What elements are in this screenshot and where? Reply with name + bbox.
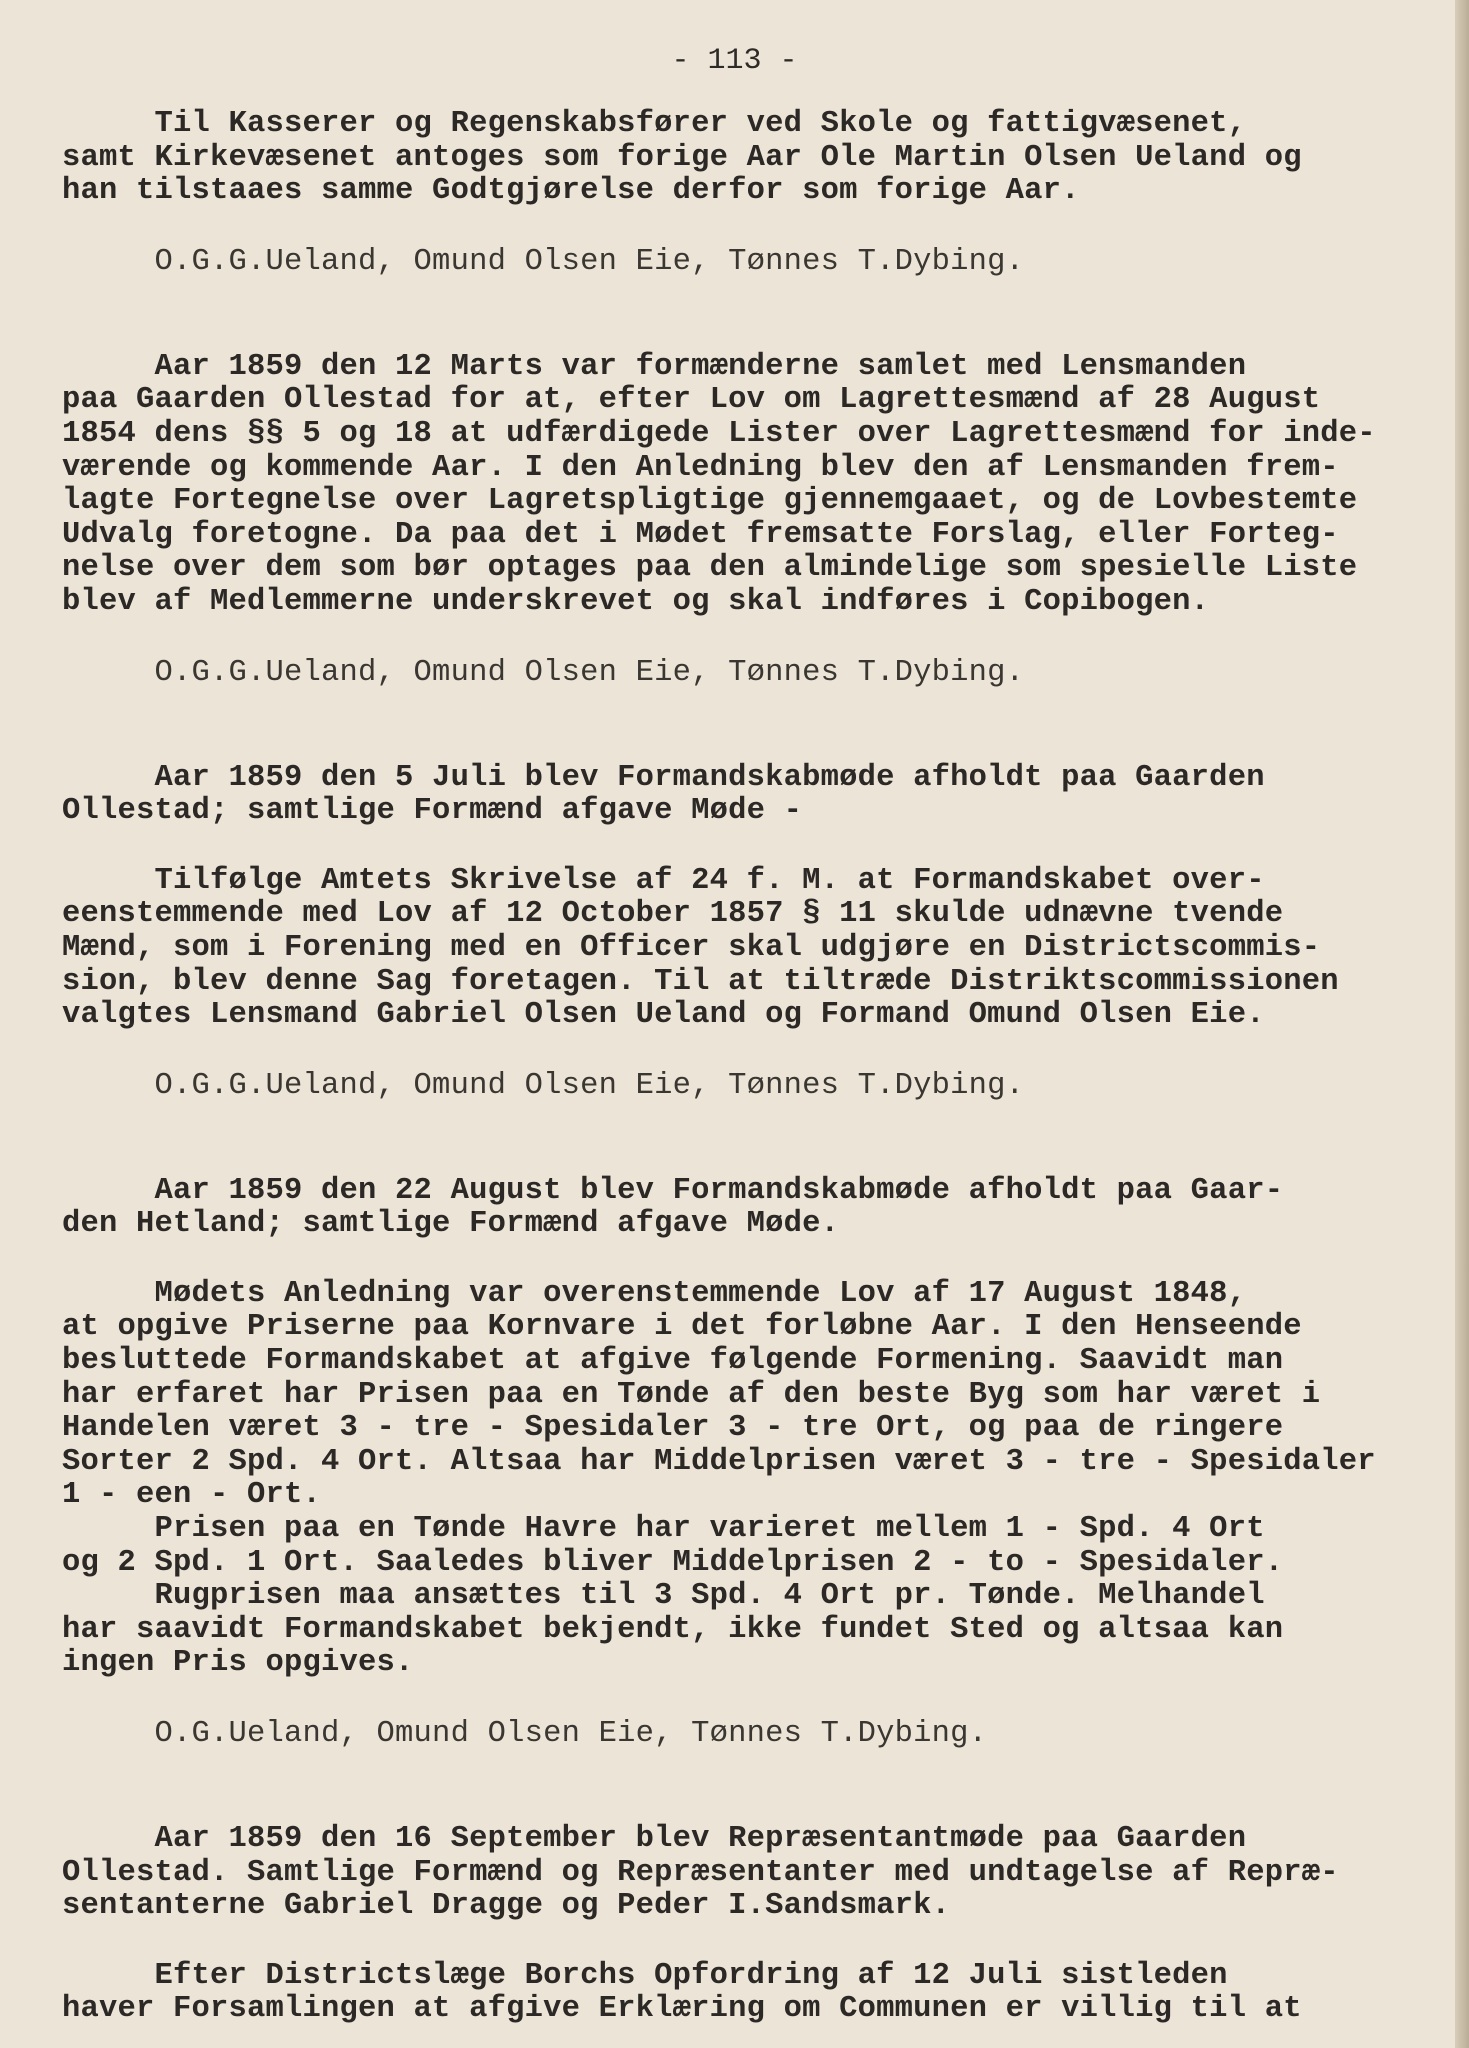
signature-line: O.G.G.Ueland, Omund Olsen Eie, Tønnes T.Dybing. [62, 1068, 1025, 1103]
text-line: 1854 dens §§ 5 og 18 at udfærdigede Lister over Lagrettesmænd for inde- [62, 416, 1376, 451]
text-line: Sorter 2 Spd. 4 Ort. Altsaa har Middelprisen været 3 - tre - Spesidaler [62, 1444, 1376, 1479]
text-line: at opgive Priserne paa Kornvare i det forløbne Aar. I den Henseende [62, 1310, 1302, 1345]
text-line: værende og kommende Aar. I den Anledning blev den af Lensmanden frem- [62, 450, 1339, 485]
text-line: ingen Pris opgives. [62, 1646, 414, 1681]
text-line: den Hetland; samtlige Formænd afgave Møde. [62, 1207, 840, 1242]
text-line: Handelen været 3 - tre - Spesidaler 3 - tre Ort, og paa de ringere [62, 1411, 1284, 1446]
signature-line: O.G.G.Ueland, Omund Olsen Eie, Tønnes T.Dybing. [62, 655, 1025, 690]
text-line: har erfaret har Prisen paa en Tønde af den beste Byg som har været i [62, 1377, 1321, 1412]
document-body [62, 108, 1447, 2027]
text-line: Aar 1859 den 16 September blev Repræsentantmøde paa Gaarden [62, 1822, 1247, 1856]
text-line: 1 - een - Ort. [62, 1478, 322, 1513]
text-line: Aar 1859 den 22 August blev Formandskabmøde afholdt paa Gaar- [62, 1173, 1284, 1208]
text-line: og 2 Spd. 1 Ort. Saaledes bliver Middelprisen 2 - to - Spesidaler. [62, 1545, 1284, 1580]
text-line: han tilstaaes samme Godtgjørelse derfor som forige Aar. [62, 174, 1080, 209]
text-line: Prisen paa en Tønde Havre har varieret mellem 1 - Spd. 4 Ort [62, 1512, 1265, 1547]
text-line: har saavidt Formandskabet bekjendt, ikke fundet Sted og altsaa kan [62, 1612, 1284, 1647]
text-line: lagte Fortegnelse over Lagretspligtige gjennemgaaet, og de Lovbestemte [62, 484, 1358, 519]
text-line: paa Gaarden Ollestad for at, efter Lov om Lagrettesmænd af 28 August [62, 383, 1321, 418]
text-line: Aar 1859 den 12 Marts var formænderne samlet med Lensmanden [62, 349, 1247, 384]
section-cashier-appointment [62, 108, 1447, 279]
text-line: Ollestad; samtlige Formænd afgave Møde - [62, 794, 803, 829]
text-line: Tilfølge Amtets Skrivelse af 24 f. M. at Formandskabet over- [62, 863, 1265, 898]
text-line: Udvalg foretogne. Da paa det i Mødet fremsatte Forslag, eller Forteg- [62, 517, 1339, 552]
signature-line: O.G.G.Ueland, Omund Olsen Eie, Tønnes T.Dybing. [62, 244, 1025, 279]
section-march-meeting [62, 351, 1447, 690]
text-line: haver Forsamlingen at afgive Erklæring om Communen er villig til at [62, 1992, 1302, 2027]
text-line: Aar 1859 den 5 Juli blev Formandskabmøde afholdt paa Gaarden [62, 760, 1265, 795]
text-line: Mødets Anledning var overenstemmende Lov af 17 August 1848, [62, 1276, 1247, 1311]
text-line: besluttede Formandskabet at afgive følgende Formening. Saavidt man [62, 1344, 1284, 1379]
page-edge-shadow [1455, 0, 1469, 2048]
text-line: eenstemmende med Lov af 12 October 1857 § 11 skulde udnævne tvende [62, 897, 1284, 932]
text-line: nelse over dem som bør optages paa den almindelige som spesielle Liste [62, 551, 1358, 586]
text-line: samt Kirkevæsenet antoges som forige Aar Ole Martin Olsen Ueland og [62, 140, 1302, 175]
text-line: Efter Districtslæge Borchs Opfordring af 12 Juli sistleden [62, 1958, 1228, 1993]
section-july-meeting [62, 762, 1447, 1103]
text-line: valgtes Lensmand Gabriel Olsen Ueland og Formand Omund Olsen Eie. [62, 998, 1265, 1033]
text-line: blev af Medlemmerne underskrevet og skal indføres i Copibogen. [62, 584, 1210, 619]
text-line: Rugprisen maa ansættes til 3 Spd. 4 Ort pr. Tønde. Melhandel [62, 1579, 1265, 1614]
signature-line: O.G.Ueland, Omund Olsen Eie, Tønnes T.Dybing. [62, 1717, 988, 1751]
text-line: sentanterne Gabriel Dragge og Peder I.Sandsmark. [62, 1889, 951, 1924]
section-september-meeting [62, 1823, 1447, 2027]
text-line: Mænd, som i Forening med en Officer skal udgjøre en Districtscommis- [62, 930, 1321, 965]
text-line: Til Kasserer og Regenskabsfører ved Skole og fattigvæsenet, [62, 107, 1247, 141]
section-august-meeting [62, 1175, 1447, 1751]
text-line: Ollestad. Samtlige Formænd og Repræsentanter med undtagelse af Repræ- [62, 1855, 1339, 1890]
page-number: - 113 - [671, 44, 798, 78]
text-line: sion, blev denne Sag foretagen. Til at tiltræde Distriktscommissionen [62, 964, 1339, 999]
